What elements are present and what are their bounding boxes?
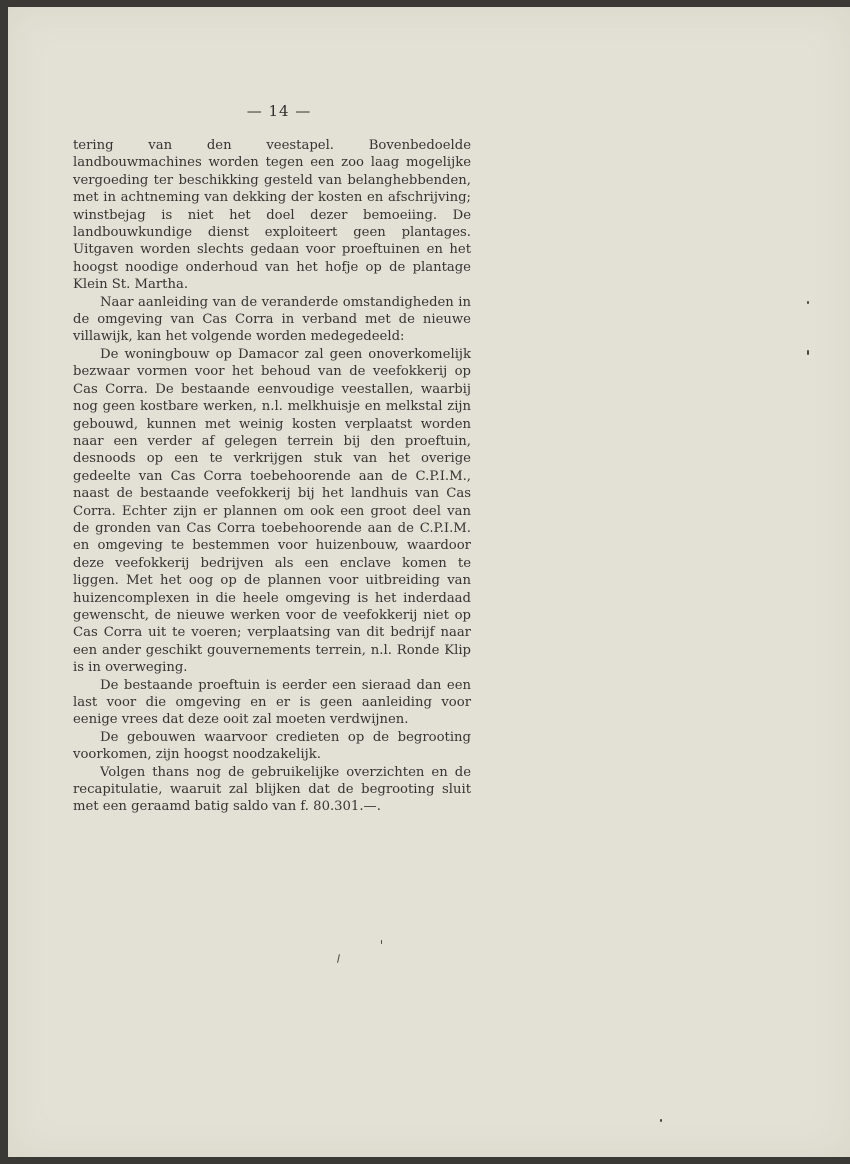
paragraph: Naar aanleiding van de veranderde omstandigheden in de omgeving van Cas Corra in verband met de nieuwe villawijk, kan het volgende worden medegedeeld: (73, 294, 471, 345)
body-text (73, 137, 471, 816)
page-number: — 14 — (246, 102, 312, 120)
paragraph: Volgen thans nog de gebruikelijke overzichten en de recapitulatie, waaruit zal blijken dat de begrooting sluit met een geraamd batig saldo van f. 80.301.—. (73, 764, 471, 815)
paragraph: De bestaande proeftuin is eerder een sieraad dan een last voor die omgeving en er is geen aanleiding voor eenige vrees dat deze ooit zal moeten verdwijnen. (73, 677, 471, 728)
document-page (8, 7, 850, 1157)
paragraph: De woningbouw op Damacor zal geen onoverkomelijk bezwaar vormen voor het behoud van de veefokkerij op Cas Corra. De bestaande eenvoudige veestallen, waarbij nog geen kostbare werken, n.l. melkhuisje en melkstal zijn gebouwd, kunnen met weinig kosten verplaatst worden naar een verder af gelegen terrein bij den proeftuin, desnoods op een te verkrijgen stuk van het overige gedeelte van Cas Corra toebehoorende aan de C.P.I.M., naast de bestaande veefokkerij bij het landhuis van Cas Corra. Echter zijn er plannen om ook een groot deel van de gronden van Cas Corra toebehoorende aan de C.P.I.M. en omgeving te bestemmen voor huizenbouw, waardoor deze veefokkerij bedrijven als een enclave komen te liggen. Met het oog op de plannen voor uitbreiding van huizencomplexen in die heele omgeving is het inderdaad gewenscht, de nieuwe werken voor de veefokkerij niet op Cas Corra uit te voeren; verplaatsing van dit bedrijf naar een ander geschikt gouvernements terrein, n.l. Ronde Klip is in overweging. (73, 346, 471, 676)
paper-speck (807, 350, 809, 355)
paper-speck (660, 1119, 662, 1122)
paper-speck (807, 301, 809, 304)
paragraph: tering van den veestapel. Bovenbedoelde landbouwmachines worden tegen een zoo laag mogelijke vergoeding ter beschikking gesteld van belanghebbenden, met in achtneming van dekking der kosten en afschrijving; winstbejag is niet het doel dezer bemoeiing. De landbouwkundige dienst exploiteert geen plantages. Uitgaven worden slechts gedaan voor proeftuinen en het hoogst noodige onderhoud van het hofje op de plantage Klein St. Martha. (73, 138, 471, 293)
paper-speck (337, 954, 340, 963)
paragraph: De gebouwen waarvoor credieten op de begrooting voorkomen, zijn hoogst noodzakelijk. (73, 729, 471, 763)
paper-speck (381, 940, 382, 944)
